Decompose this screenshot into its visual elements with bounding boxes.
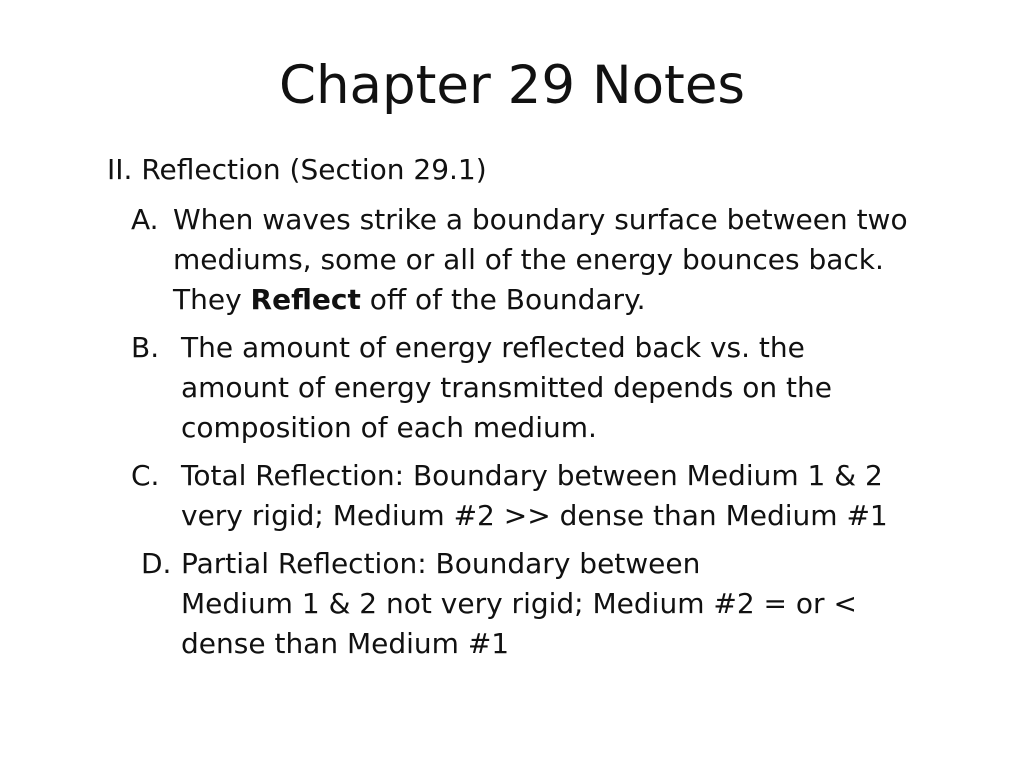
list-item-d [141,544,857,664]
reflect-term: Reflect [250,283,361,316]
item-b-line-3: composition of each medium. [181,411,597,444]
item-b-line-2: amount of energy transmitted depends on the [181,371,832,404]
item-b-line-1 [131,328,832,368]
list-item-c [131,456,888,536]
item-d-marker: D. [141,547,172,580]
item-a-line-3 [131,280,908,320]
item-c-text-1: Total Reflection: Boundary between Medium 1 & 2 [181,459,883,492]
item-b-marker: B. [131,331,160,364]
item-a-line-2: mediums, some or all of the energy bounces back. [173,243,884,276]
item-d-text-1: Partial Reflection: Boundary between [181,547,701,580]
slide-title: Chapter 29 Notes [278,55,746,116]
section-heading: II. Reflection (Section 29.1) [107,153,487,186]
item-c-line-1 [131,456,888,496]
item-d-line-2: Medium 1 & 2 not very rigid; Medium #2 = or < [181,587,857,620]
item-a-marker: A. [131,203,159,236]
list-item-b [131,328,832,448]
item-a-text-after: off of the Boundary. [360,283,646,316]
item-d-line-3: dense than Medium #1 [181,627,510,660]
item-b-text-1: The amount of energy reflected back vs. the [181,331,805,364]
item-c-line-2: very rigid; Medium #2 >> dense than Medium #1 [181,499,888,532]
list-item-a [131,200,908,320]
item-d-line-1 [141,544,857,584]
item-a-text-1: When waves strike a boundary surface between two [173,203,908,236]
item-c-marker: C. [131,459,160,492]
item-a-text-before: They [173,283,251,316]
item-a-line-1 [131,200,908,240]
